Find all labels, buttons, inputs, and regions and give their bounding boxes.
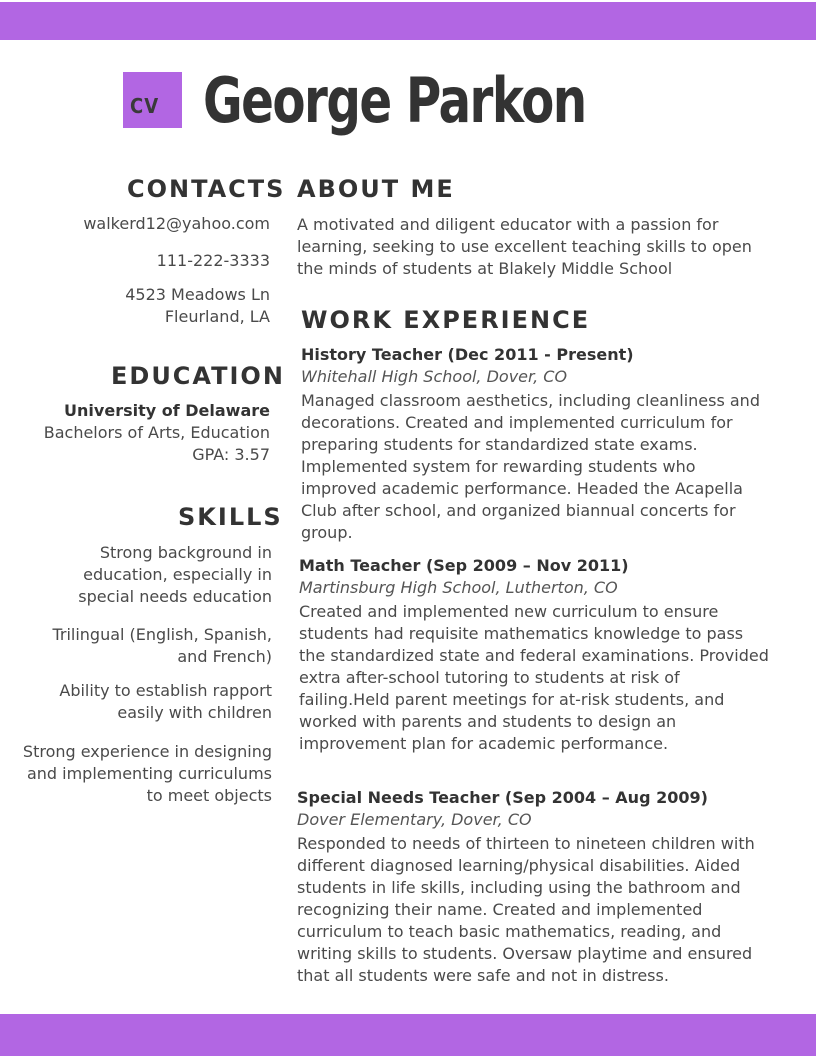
job-description: Created and implemented new curriculum to ensure students had requisite mathematics knowledge to pass the standardized state and federal examinations. Provided extra after-school tutoring to students at risk of failing.Held parent meetings for at-risk students, and worked with parents and students to design an improvement plan for academic performance. (299, 602, 769, 753)
education-degree: Bachelors of Arts, Education (43, 423, 270, 442)
contacts-section (20, 213, 270, 328)
contacts-heading: CONTACTS (127, 175, 286, 203)
job-entry-math (299, 555, 769, 755)
top-accent-band (0, 2, 816, 40)
skill-item: Ability to establish rapport easily with children (59, 681, 272, 722)
cv-badge: CV (123, 72, 182, 128)
job-title: History Teacher (Dec 2011 - Present) (301, 345, 634, 364)
skill-item: Strong experience in designing and implementing curriculums to meet objects (22, 742, 272, 805)
job-description: Managed classroom aesthetics, including cleanliness and decorations. Created and implemented curriculum for preparing students for standardized state exams. Implemented system for rewarding students who improved academic performance. Headed the Acapella Club after school, and organized biannual concerts for group. (301, 391, 760, 542)
skills-heading: SKILLS (178, 503, 283, 531)
contact-address-line1: 4523 Meadows Ln (125, 285, 270, 304)
education-heading: EDUCATION (111, 362, 285, 390)
about-text: A motivated and diligent educator with a passion for learning, seeking to use excellent teaching skills to open the minds of students at Blakely Middle School (297, 215, 752, 278)
job-place: Martinsburg High School, Lutherton, CO (299, 578, 618, 597)
education-gpa: GPA: 3.57 (192, 445, 270, 464)
contact-phone: 111-222-3333 (156, 251, 270, 270)
job-title: Math Teacher (Sep 2009 – Nov 2011) (299, 556, 629, 575)
job-entry-history (301, 344, 763, 544)
candidate-name: George Parkon (203, 64, 586, 137)
contact-address-line2: Fleurland, LA (164, 307, 270, 326)
education-section (20, 400, 270, 466)
job-title: Special Needs Teacher (Sep 2004 – Aug 2009) (297, 788, 708, 807)
about-section (297, 214, 772, 280)
job-place: Dover Elementary, Dover, CO (297, 810, 532, 829)
job-place: Whitehall High School, Dover, CO (301, 367, 568, 386)
about-heading: ABOUT ME (297, 175, 455, 203)
job-entry-special-needs (297, 787, 772, 987)
contact-email: walkerd12@yahoo.com (83, 214, 270, 233)
job-description: Responded to needs of thirteen to nineteen children with different diagnosed learning/physical disabilities. Aided students in life skills, including using the bathroom and recognizing their name. Created and implemented curriculum to teach basic mathematics, reading, and writing skills to students. Oversaw playtime and ensured that all students were safe and not in distress. (297, 834, 755, 985)
education-school: University of Delaware (64, 401, 270, 420)
bottom-accent-band (0, 1014, 816, 1056)
work-heading: WORK EXPERIENCE (301, 306, 591, 334)
skills-list (10, 542, 272, 807)
skill-item: Trilingual (English, Spanish, and French) (52, 625, 272, 666)
skill-item: Strong background in education, especially in special needs education (78, 543, 272, 606)
